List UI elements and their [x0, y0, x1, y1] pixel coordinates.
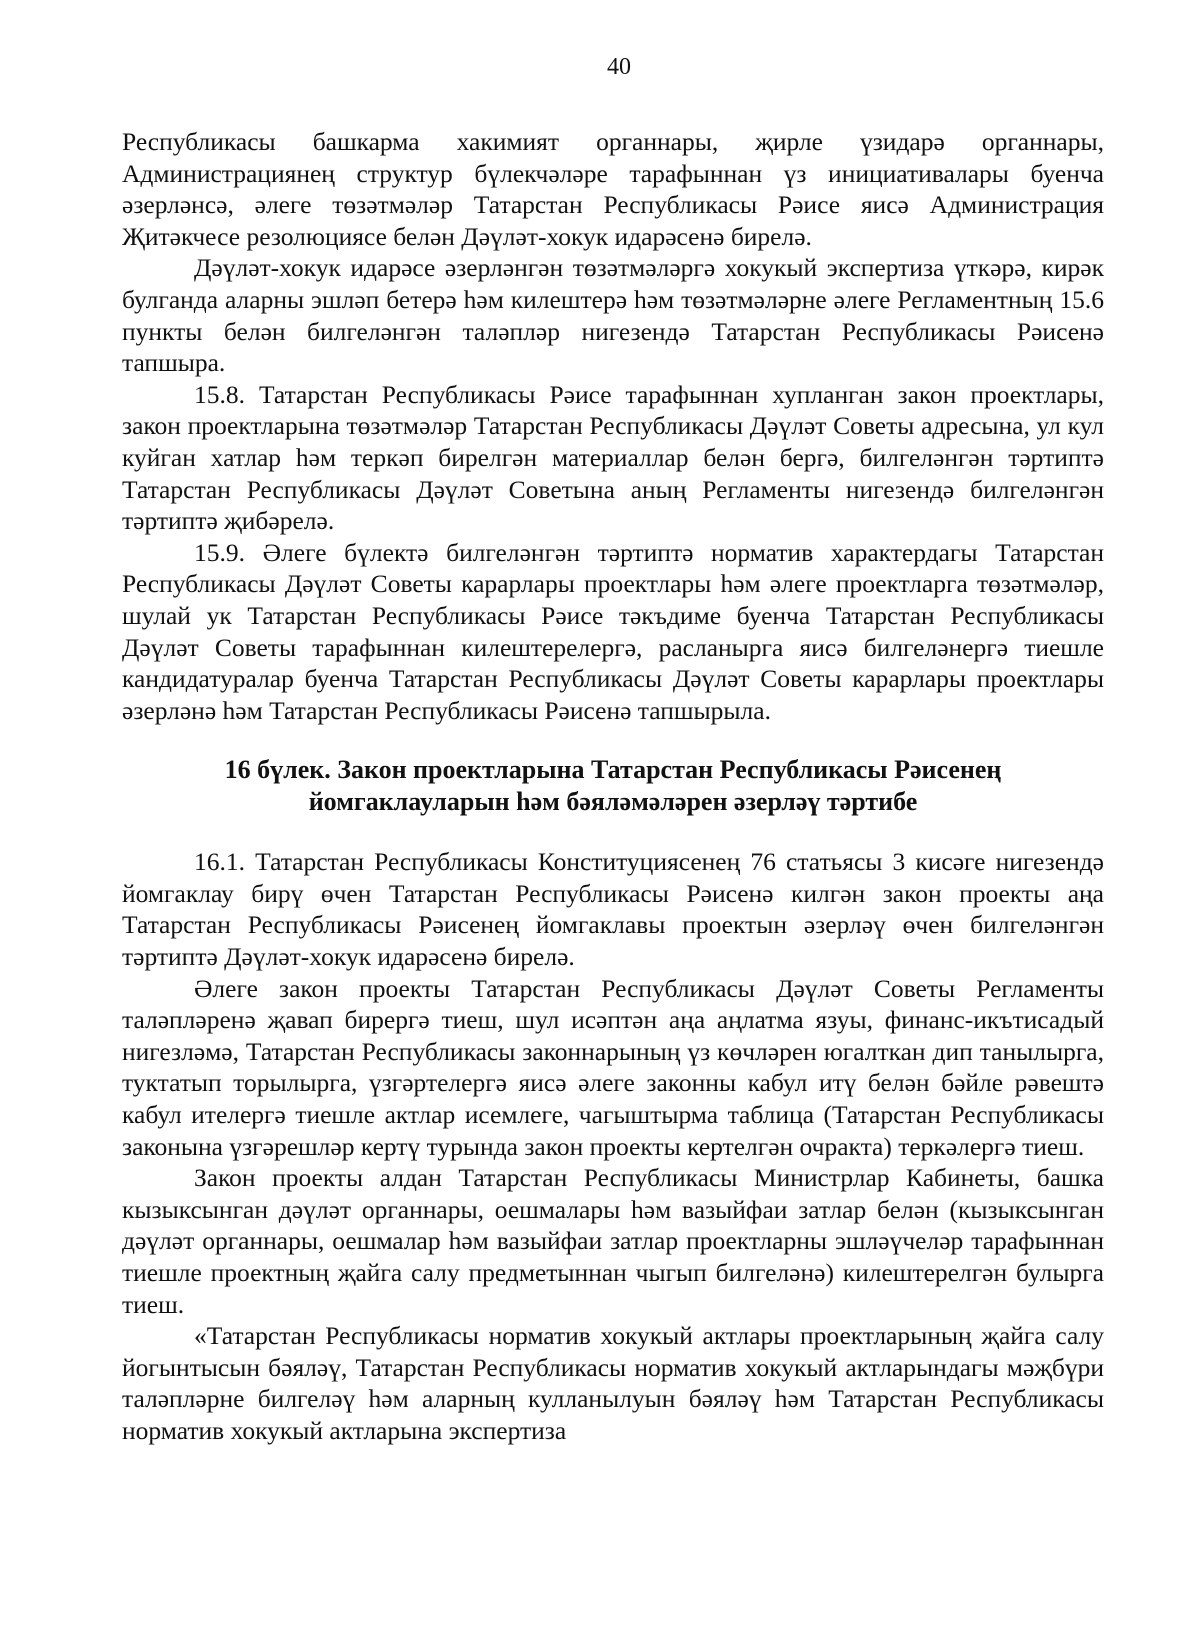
paragraph-15-8: 15.8. Татарстан Республикасы Рәисе тарафыннан хупланган закон проектлары, закон проектларына төзәтмәләр Татарстан Республикасы Дәүләт Советы адресына, ул кул куйган хатлар һәм теркәп бирелгән материаллар белән бергә, билгеләнгән тәртиптә Татарстан Республикасы Дәүләт Советына аның Регламенты нигезендә билгеләнгән тәртиптә җибәрелә.: [122, 379, 1104, 536]
paragraph-regulatory-assessment: «Татарстан Республикасы норматив хокукый актлары проектларының җайга салу йогынтысын бәяләү, Татарстан Республикасы норматив хокукый актларындагы мәҗбүри таләпләрне билгеләү һәм аларның кулланылуын бәяләү һәм Татарстан Республикасы норматив хокукый актларына экспертиза: [122, 1321, 1104, 1445]
section-heading-line-1: 16 бүлек. Закон проектларына Татарстан Республикасы Рәисенең: [224, 755, 1002, 785]
paragraph-continuation: Республикасы башкарма хакимият органнары, җирле үзидарә органнары, Администрациянең структур бүлекчәләре тарафыннан үз инициативалары буенча әзерләнсә, әлеге төзәтмәләр Татарстан Республикасы Рәисе яисә Администрация Җитәкчесе резолюциясе белән Дәүләт-хокук идарәсенә бирелә.: [122, 127, 1104, 251]
paragraph-16-1: 16.1. Татарстан Республикасы Конституциясенең 76 статьясы 3 кисәге нигезендә йомгаклау бирү өчен Татарстан Республикасы Рәисенә килгән закон проекты аңа Татарстан Республикасы Рәисенең йомгаклавы проектын әзерләү өчен билгеләнгән тәртиптә Дәүләт-хокук идарәсенә бирелә.: [122, 847, 1104, 972]
section-heading: [122, 754, 1104, 818]
page-number: 40: [607, 54, 631, 80]
paragraph-15-9: 15.9. Әлеге бүлектә билгеләнгән тәртиптә норматив характердагы Татарстан Республикасы Дәүләт Советы карарлары проектлары һәм әлеге проектларга төзәтмәләр, шулай ук Татарстан Республикасы Рәисе тәкъдиме буенча Татарстан Республикасы Дәүләт Советы тарафыннан килештерелергә, расланырга яисә билгеләнергә тиешле кандидатуралар буенча Татарстан Республикасы Дәүләт Советы карарлары проектлары әзерләнә һәм Татарстан Республикасы Рәисенә тапшырыла.: [122, 537, 1104, 725]
paragraph-bill-approval: Закон проекты алдан Татарстан Республикасы Министрлар Кабинеты, башка кызыксынган дәүләт органнары, оешмалары һәм вазыйфаи затлар белән (кызыксынган дәүләт органнары, оешмалар һәм вазыйфаи затлар проектларны эшләүчеләр тарафыннан тиешле проектның җайга салу предметыннан чыгып билгеләнә) килештерелгән булырга тиеш.: [122, 1163, 1104, 1319]
paragraph-state-legal-expertise: Дәүләт-хокук идарәсе әзерләнгән төзәтмәләргә хокукый экспертиза үткәрә, кирәк булганда аларны эшләп бетерә һәм килештерә һәм төзәтмәләрне әлеге Регламентның 15.6 пункты белән билгеләнгән таләпләр нигезендә Татарстан Республикасы Рәисенә тапшыра.: [122, 253, 1104, 378]
paragraph-bill-requirements: Әлеге закон проекты Татарстан Республикасы Дәүләт Советы Регламенты таләпләренә җавап бирергә тиеш, шул исәптән аңа аңлатма язуы, финанс-икътисадый нигезләмә, Татарстан Республикасы законнарының үз көчләрен югалткан дип танылырга, туктатып торылырга, үзгәртелергә яисә әлеге законны кабул итү белән бәйле рәвештә кабул ителергә тиешле актлар исемлеге, чагыштырма таблица (Татарстан Республикасы законына үзгәрешләр кертү турында закон проекты кертелгән очракта) теркәлергә тиеш.: [122, 973, 1104, 1161]
section-heading-line-2: йомгаклауларын һәм бәяләмәләрен әзерләү тәртибе: [308, 787, 918, 817]
